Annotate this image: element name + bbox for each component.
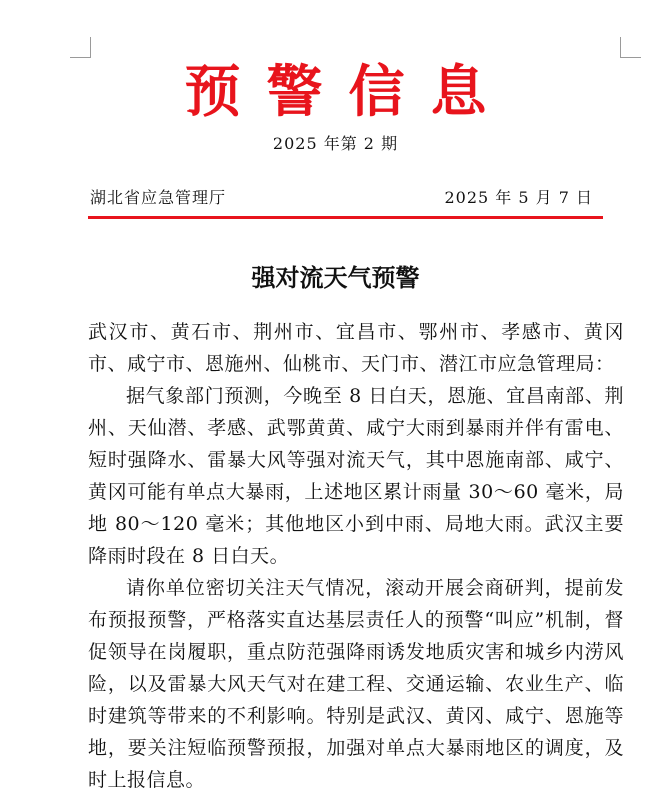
issuing-agency: 湖北省应急管理厅	[90, 188, 227, 207]
instructions-paragraph: 请你单位密切关注天气情况，滚动开展会商研判，提前发布预报预警，严格落实直达基层责任人的预警“叫应”机制，督促领导在岗履职，重点防范强降雨诱发地质灾害和城乡内涝风险，以及雷暴大风天气对在建工程、交通运输、农业生产、临时建筑等带来的不利影响。特别是武汉、黄冈、咸宁、恩施等地，要关注短临预警预报，加强对单点大暴雨地区的调度，及时上报信息。	[88, 577, 624, 791]
document-title: 强对流天气预警	[251, 263, 420, 292]
issue-date: 2025 年 5 月 7 日	[444, 188, 593, 207]
red-separator-line	[88, 216, 603, 219]
recipients-line: 武汉市、黄石市、荆州市、宜昌市、鄂州市、孝感市、黄冈市、咸宁市、恩施州、仙桃市、天门市、潜江市应急管理局：	[88, 321, 624, 375]
document-body	[88, 316, 624, 796]
forecast-paragraph: 据气象部门预测，今晚至 8 日白天，恩施、宜昌南部、荆州、天仙潜、孝感、武鄂黄黄、咸宁大雨到暴雨并伴有雷电、短时强降水、雷暴大风等强对流天气，其中恩施南部、咸宁、黄冈可能有单点大暴雨，上述地区累计雨量 30～60 毫米，局地 80～120 毫米；其他地区小到中雨、局地大雨。武汉主要降雨时段在 8 日白天。	[88, 385, 624, 567]
issue-number: 2025 年第 2 期	[272, 134, 399, 153]
masthead-title: 预警信息	[184, 59, 513, 125]
